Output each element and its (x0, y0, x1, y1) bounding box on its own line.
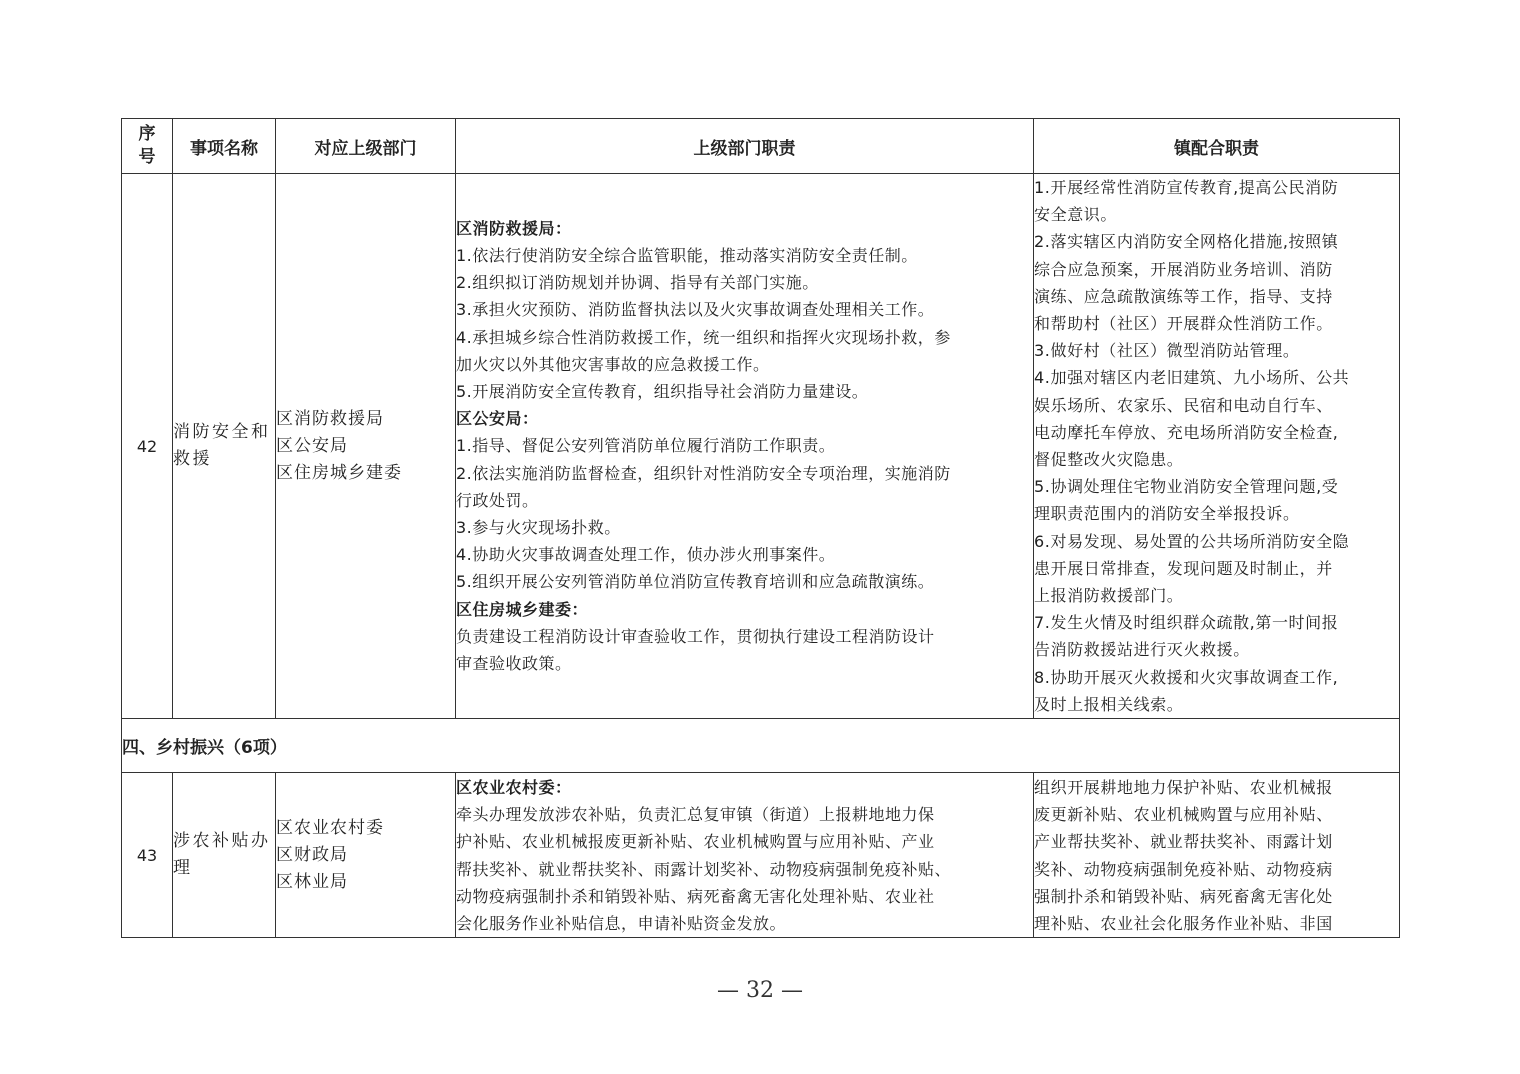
row-42-upper-duties (456, 174, 1034, 719)
header-upper-duties: 上级部门职责 (456, 119, 1034, 174)
row-42-dept: 区住房城乡建委 (276, 462, 402, 483)
duty-line: 2.落实辖区内消防安全网格化措施,按照镇 (1034, 232, 1339, 252)
duty-line: 理补贴、农业社会化服务作业补贴、非国 (1034, 914, 1333, 934)
dept-heading: 区公安局： (456, 409, 539, 429)
header-dept: 对应上级部门 (276, 119, 456, 174)
row-43-depts (276, 773, 456, 938)
duty-line: 8.协助开展灭火救援和火灾事故调查工作, (1034, 667, 1339, 687)
row-43-dept: 区财政局 (276, 844, 348, 865)
row-42-town-duties (1034, 174, 1400, 719)
duty-line: 3.参与火灾现场扑救。 (456, 518, 621, 538)
duty-line: 护补贴、农业机械报废更新补贴、农业机械购置与应用补贴、产业 (456, 832, 935, 852)
dept-heading: 区农业农村委： (456, 778, 572, 798)
duty-line: 奖补、动物疫病强制免疫补贴、动物疫病 (1034, 859, 1333, 879)
dept-heading: 区住房城乡建委： (456, 599, 589, 619)
duty-line: 废更新补贴、农业机械购置与应用补贴、 (1034, 805, 1333, 825)
header-row (122, 119, 1400, 174)
duty-line: 上报消防救援部门。 (1034, 586, 1184, 606)
duty-line: 2.组织拟订消防规划并协调、指导有关部门实施。 (456, 273, 819, 293)
duty-line: 4.加强对辖区内老旧建筑、九小场所、公共 (1034, 368, 1350, 388)
duty-line: 理职责范围内的消防安全举报投诉。 (1034, 504, 1300, 524)
duty-line: 7.发生火情及时组织群众疏散,第一时间报 (1034, 613, 1339, 633)
duty-line: 5.开展消防安全宣传教育，组织指导社会消防力量建设。 (456, 382, 869, 402)
dept-heading: 区消防救援局： (456, 218, 572, 238)
duty-line: 3.承担火灾预防、消防监督执法以及火灾事故调查处理相关工作。 (456, 300, 935, 320)
duty-line: 及时上报相关线索。 (1034, 694, 1184, 714)
section-row (122, 719, 1400, 773)
page-number: — 32 — (717, 978, 803, 1003)
row-43-dept: 区林业局 (276, 871, 348, 892)
duty-line: 6.对易发现、易处置的公共场所消防安全隐 (1034, 531, 1350, 551)
duty-line: 电动摩托车停放、充电场所消防安全检查, (1034, 422, 1339, 442)
duty-line: 帮扶奖补、就业帮扶奖补、雨露计划奖补、动物疫病强制免疫补贴、 (456, 859, 952, 879)
row-42-dept: 区公安局 (276, 435, 348, 456)
header-town-duties: 镇配合职责 (1034, 119, 1400, 174)
duty-line: 和帮助村（社区）开展群众性消防工作。 (1034, 314, 1333, 334)
duty-line: 负责建设工程消防设计审查验收工作，贯彻执行建设工程消防设计 (456, 626, 935, 646)
row-42-seq: 42 (122, 174, 173, 719)
duty-line: 1.开展经常性消防宣传教育,提高公民消防 (1034, 178, 1339, 197)
row-43-town-duties (1034, 773, 1400, 938)
header-item-name: 事项名称 (173, 119, 276, 174)
row-43-seq: 43 (122, 773, 173, 938)
duty-line: 强制扑杀和销毁补贴、病死畜禽无害化处 (1034, 886, 1333, 906)
duty-line: 组织开展耕地地力保护补贴、农业机械报 (1034, 778, 1333, 798)
duty-line: 会化服务作业补贴信息，申请补贴资金发放。 (456, 914, 787, 934)
duty-line: 1.依法行使消防安全综合监管职能，推动落实消防安全责任制。 (456, 246, 918, 265)
duty-line: 1.指导、督促公安列管消防单位履行消防工作职责。 (456, 436, 836, 456)
duty-table (121, 118, 1400, 938)
row-43-item-name: 涉农补贴办理 (173, 773, 276, 938)
duty-line: 患开展日常排查，发现问题及时制止，并 (1034, 558, 1333, 578)
duty-line: 行政处罚。 (456, 490, 539, 510)
duty-line: 督促整改火灾隐患。 (1034, 450, 1184, 470)
duty-line: 2.依法实施消防监督检查，组织针对性消防安全专项治理，实施消防 (456, 463, 951, 483)
duty-line: 5.协调处理住宅物业消防安全管理问题,受 (1034, 477, 1339, 497)
table-row-43 (122, 773, 1400, 938)
row-43-upper-duties (456, 773, 1034, 938)
row-42-dept: 区消防救援局 (276, 408, 384, 429)
duty-line: 加火灾以外其他灾害事故的应急救援工作。 (456, 354, 770, 374)
duty-line: 5.组织开展公安列管消防单位消防宣传教育培训和应急疏散演练。 (456, 572, 935, 592)
duty-line: 演练、应急疏散演练等工作，指导、支持 (1034, 286, 1333, 306)
duty-line: 综合应急预案，开展消防业务培训、消防 (1034, 259, 1333, 279)
duty-line: 产业帮扶奖补、就业帮扶奖补、雨露计划 (1034, 832, 1333, 852)
row-43-dept: 区农业农村委 (276, 817, 384, 838)
duty-line: 安全意识。 (1034, 205, 1118, 225)
duty-line: 审查验收政策。 (456, 654, 572, 674)
duty-line: 3.做好村（社区）微型消防站管理。 (1034, 341, 1300, 361)
header-seq: 序号 (122, 119, 173, 174)
row-42-item-name: 消防安全和救援 (173, 174, 276, 719)
duty-line: 4.承担城乡综合性消防救援工作，统一组织和指挥火灾现场扑救，参 (456, 327, 951, 347)
table-row-42 (122, 174, 1400, 719)
duty-line: 牵头办理发放涉农补贴，负责汇总复审镇（街道）上报耕地地力保 (456, 805, 935, 825)
duty-line: 4.协助火灾事故调查处理工作，侦办涉火刑事案件。 (456, 545, 836, 565)
section-title: 四、乡村振兴（6项） (122, 719, 1400, 773)
duty-line: 告消防救援站进行灭火救援。 (1034, 640, 1250, 660)
row-42-depts (276, 174, 456, 719)
duty-line: 娱乐场所、农家乐、民宿和电动自行车、 (1034, 395, 1333, 415)
duty-line: 动物疫病强制扑杀和销毁补贴、病死畜禽无害化处理补贴、农业社 (456, 886, 935, 906)
